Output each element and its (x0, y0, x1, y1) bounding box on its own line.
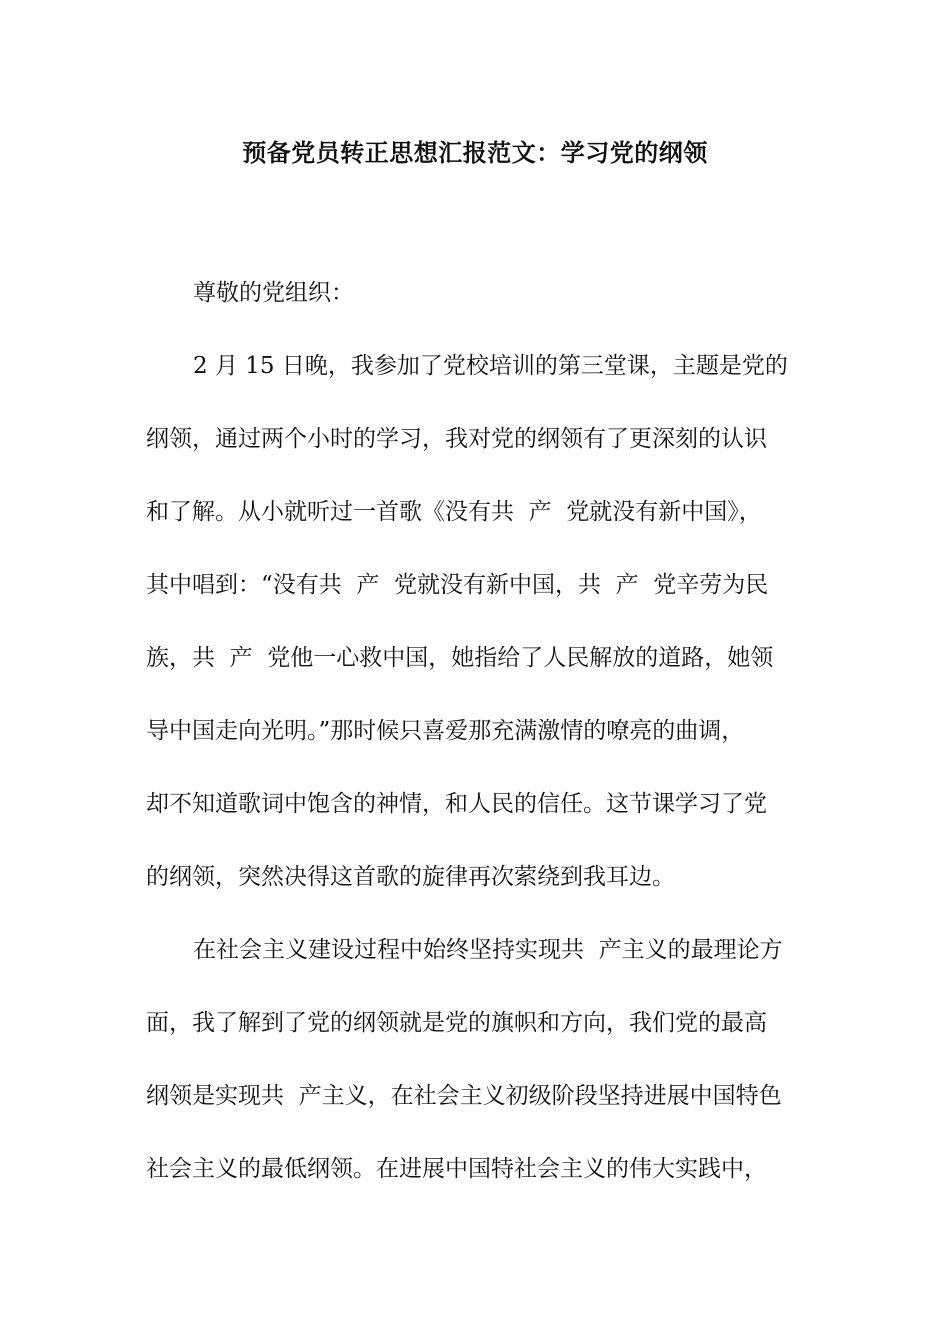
document-title: 预备党员转正思想汇报范文：学习党的纲领 (242, 138, 708, 167)
paragraph-1-line-1: 2 月 15 日晚，我参加了党校培训的第三堂课，主题是党的 (193, 353, 788, 379)
paragraph-1-line-4: 其中唱到：“没有共 产 党就没有新中国，共 产 党辛劳为民 (146, 572, 769, 598)
paragraph-2-line-1: 在社会主义建设过程中始终坚持实现共 产主义的最理论方 (193, 937, 783, 963)
paragraph-2-line-4: 社会主义的最低纲领。在进展中国特社会主义的伟大实践中， (146, 1156, 767, 1182)
paragraph-1-line-2: 纲领，通过两个小时的学习，我对党的纲领有了更深刻的认识 (146, 426, 767, 452)
paragraph-1-line-5: 族，共 产 党他一心救中国，她指给了人民解放的道路，她领 (146, 645, 774, 671)
salutation-line: 尊敬的党组织： (193, 280, 354, 306)
paragraph-1-line-3: 和了解。从小就听过一首歌《没有共 产 党就没有新中国》， (146, 499, 762, 525)
paragraph-1-line-7: 却不知道歌词中饱含的神情，和人民的信任。这节课学习了党 (146, 791, 767, 817)
paragraph-2-line-3: 纲领是实现共 产主义，在社会主义初级阶段坚持进展中国特色 (146, 1083, 782, 1109)
document-body (146, 257, 806, 1206)
paragraph-1-line-8: 的纲领，突然决得这首歌的旋律再次萦绕到我耳边。 (146, 864, 675, 890)
paragraph-2-line-2: 面，我了解到了党的纲领就是党的旗帜和方向，我们党的最高 (146, 1010, 767, 1036)
paragraph-1-line-6: 导中国走向光明。”那时候只喜爱那充满激情的嘹亮的曲调， (146, 718, 745, 744)
